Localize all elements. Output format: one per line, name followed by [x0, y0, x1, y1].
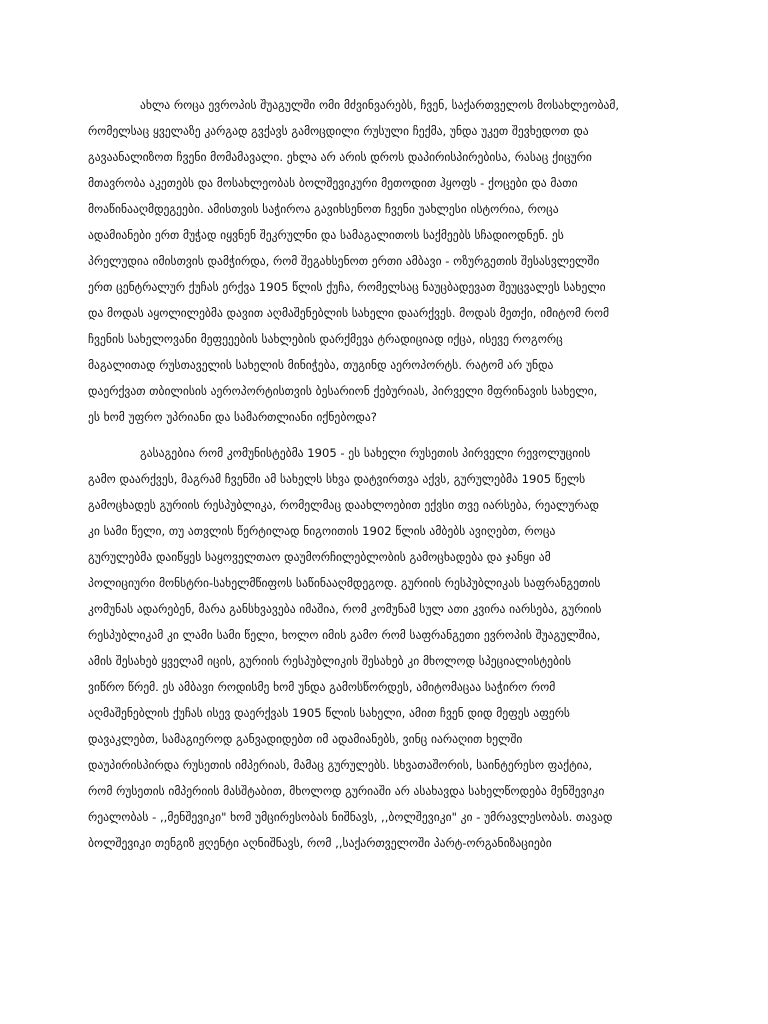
text-line: დაერქვათ თბილისის აეროპორტისთვის ბესარიონ ქებურიას, პირველი მფრინავის სახელი, — [88, 384, 598, 398]
text-line: პრელუდია იმისთვის დამჭირდა, რომ შეგახსენოთ ერთი ამბავი - ოზურგეთის შესასვლელში — [88, 254, 600, 268]
text-line: გამო დაარქვეს, მაგრამ ჩვენში ამ სახელს სხვა დატვირთვა აქვს, გურულებმა 1905 წელს — [88, 472, 586, 486]
text-line: დავაკლებთ, სამაგიეროდ განვადიდებთ იმ ადამიანებს, ვინც იარაღით ხელში — [88, 732, 523, 746]
paragraph-1 — [88, 92, 680, 430]
text-line: დაუპირისპირდა რუსეთის იმპერიას, მამაც გურულებს. სხვათაშორის, საინტერესო ფაქტია, — [88, 758, 593, 772]
text-line: რომელსაც ყველაზე კარგად გვქავს გამოცდილი რუსული ჩექმა, უნდა უკეთ შევხედოთ და — [88, 124, 589, 138]
paragraph-spacer — [88, 430, 680, 440]
document-page — [88, 92, 680, 856]
text-line: ბოლშევიკი თენგიზ ჟღენტი აღნიშნავს, რომ ,,საქართველოში პარტ-ორგანიზაციები — [88, 836, 552, 850]
text-line: კომუნას ადარებენ, მარა განსხვავება იმაშია, რომ კომუნამ სულ ათი კვირა იარსება, გურიის — [88, 602, 602, 616]
text-line: გასაგებია რომ კომუნისტებმა 1905 - ეს სახელი რუსეთის პირველი რევოლუციის — [140, 446, 591, 460]
text-line: პოლიციური მონსტრი-სახელმწიფოს საწინააღმდეგოდ. გურიის რესპუბლიკას საფრანგეთის — [88, 576, 601, 590]
text-line: მთავრობა აკეთებს და მოსახლეობას ბოლშევიკური მეთოდით ჰყოფს - ქოცები და მათი — [88, 176, 578, 190]
text-line: გურულებმა დაიწყეს საყოველთაო დაუმორჩილებლობის გამოცხადება და ჯანყი ამ — [88, 550, 551, 564]
text-line: ერთ ცენტრალურ ქუჩას ერქვა 1905 წლის ქუჩა, რომელსაც ნაუცბადევათ შეუცვალეს სახელი — [88, 280, 606, 294]
text-line: რესპუბლიკამ კი ლამი სამი წელი, ხოლო იმის გამო რომ საფრანგეთი ევროპის შუაგულშია, — [88, 628, 601, 642]
text-line: რომ რუსეთის იმპერიის მასშტაბით, მხოლოდ გურიაში არ ასახავდა სახელწოდება მენშევიკი — [88, 784, 605, 798]
text-line: გამოცხადეს გურიის რესპუბლიკა, რომელმაც დაახლოებით ექვსი თვე იარსება, რეალურად — [88, 498, 600, 512]
text-line: გავაანალიზოთ ჩვენი მომამავალი. ეხლა არ არის დროს დაპირისპირებისა, რასაც ქიცური — [88, 150, 592, 164]
text-line: კი სამი წელი, თუ ათვლის წერტილად ნიგოითის 1902 წლის ამბებს ავიღებთ, როცა — [88, 524, 556, 538]
text-line: ადამიანები ერთ მუჭად იყვნენ შეკრულნი და სამაგალითოს საქმეებს სჩადიოდნენ. ეს — [88, 228, 564, 242]
text-line: ამის შესახებ ყველამ იცის, გურიის რესპუბლიკის შესახებ კი მხოლოდ სპეციალისტების — [88, 654, 572, 668]
text-line: და მოდას აყოლილებმა დავით აღმაშენებლის სახელი დაარქვეს. მოდას მეთქი, იმიტომ რომ — [88, 306, 610, 320]
text-line: აღმაშენებლის ქუჩას ისევ დაერქვას 1905 წლის სახელი, ამით ჩვენ დიდ მეფეს აფერს — [88, 706, 570, 720]
text-line: რეალობას - ,,მენშევიკი" ხომ უმცირესობას ნიშნავს, ,,ბოლშევიკი" კი - უმრავლესობას. თავად — [88, 810, 613, 824]
text-line: მაგალითად რუსთაველის სახელის მინიჭება, თუგინდ აეროპორტს. რატომ არ უნდა — [88, 358, 554, 372]
text-line: ჩვენის სახელოვანი მეფეეების სახლების დარქმევა ტრადიციად იქცა, ისევე როგორც — [88, 332, 563, 346]
paragraph-2 — [88, 440, 680, 856]
text-line: ახლა როცა ევროპის შუაგულში ომი მძვინვარებს, ჩვენ, საქართველოს მოსახლეობამ, — [140, 98, 620, 112]
text-line: ეს ხომ უფრო უპრიანი და სამართლიანი იქნებოდა? — [88, 410, 377, 424]
text-line: მოაწინააღმდეგეები. ამისთვის საჭიროა გავიხსენოთ ჩვენი უახლესი ისტორია, როცა — [88, 202, 559, 216]
text-line: ვიწრო წრემ. ეს ამბავი როდისმე ხომ უნდა გამოსწორდეს, ამიტომაცაა საჭირო რომ — [88, 680, 556, 694]
